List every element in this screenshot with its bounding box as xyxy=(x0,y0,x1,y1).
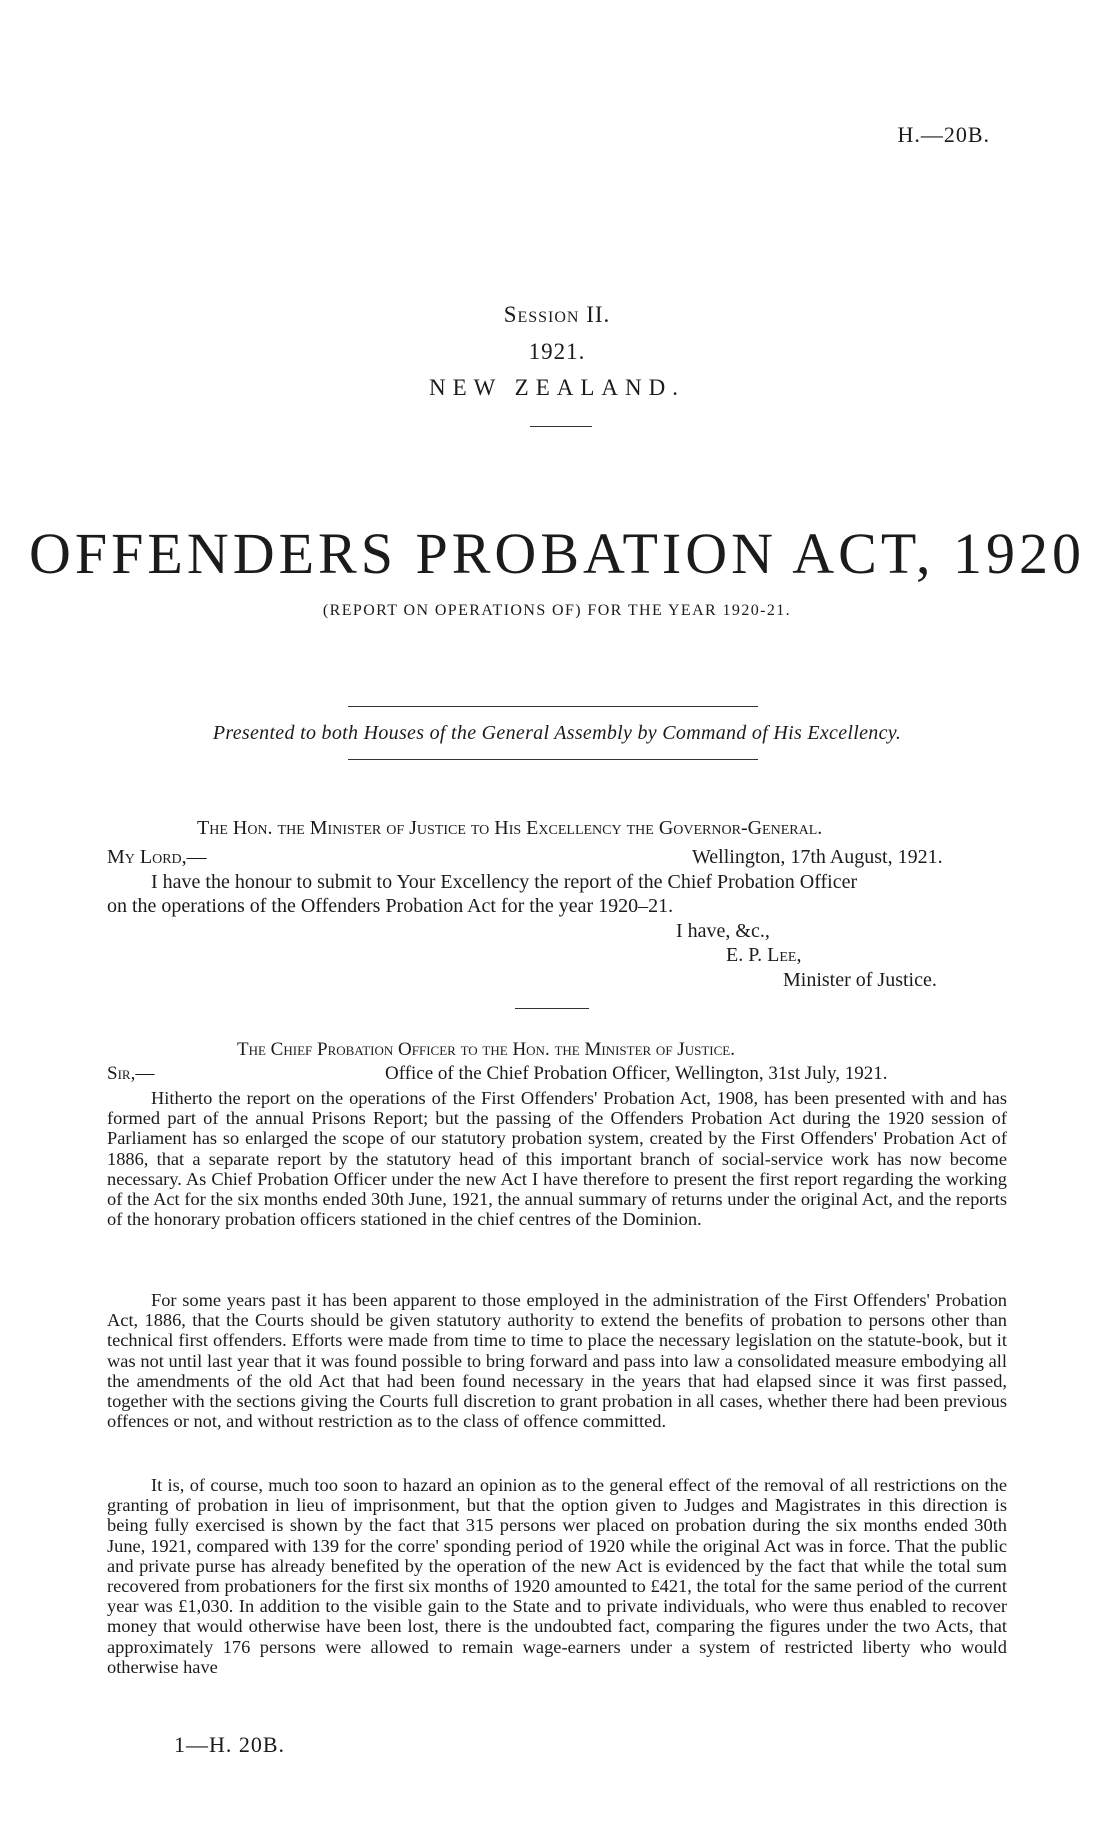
letter1-place-date: Wellington, 17th August, 1921. xyxy=(692,846,943,868)
report-paragraph-1: Hitherto the report on the operations of the First Offenders' Probation Act, 1908, has been presented with and has formed part of the annual Prisons Report; but the passing of the Offenders Probation Act during the 1920 session of Parliament has so enlarged the scope of our statutory probation system, created by the First Offenders' Probation Act of 1886, that a separate report by the statutory head of this important branch of social-service work has now become necessary. As Chief Probation Officer under the new Act I have therefore to present the first report regarding the working of the Act for the six months ended 30th June, 1921, the annual summary of returns under the original Act, and the reports of the honorary probation officers stationed in the chief centres of the Dominion. xyxy=(107,1088,1007,1230)
letter1-signatory-title: Minister of Justice. xyxy=(783,969,937,991)
document-subtitle: (REPORT ON OPERATIONS OF) FOR THE YEAR 1920-21. xyxy=(322,602,792,619)
letter1-closing: I have, &c., xyxy=(676,920,770,942)
year-label: 1921. xyxy=(528,339,586,364)
report-paragraph-2: For some years past it has been apparent to those employed in the administration of the First Offenders' Probation Act, 1886, that the Courts should be given statutory authority to extend the benefits of probation to persons other than technical first offenders. Efforts were made from time to time to place the necessary legislation on the statute-book, but it was not until last year that it was found possible to bring forward and pass into law a consolidated measure embodying all the amendments of the old Act that had been found necessary in the years that had elapsed since it was first passed, together with the sections giving the Courts full discretion to grant probation in all cases, whether there had been previous offences or not, and without restriction as to the class of offence committed. xyxy=(107,1290,1007,1432)
letter1-body-line2: on the operations of the Offenders Probation Act for the year 1920–21. xyxy=(107,895,674,917)
page-reference: H.—20B. xyxy=(897,122,990,147)
letter1-signatory: E. P. Lee, xyxy=(726,944,802,966)
letter2-salutation: Sir,— xyxy=(107,1063,155,1084)
letter2-place-date: Office of the Chief Probation Officer, Wellington, 31st July, 1921. xyxy=(385,1063,888,1084)
letter1-heading: The Hon. the Minister of Justice to His Excellency the Governor-General. xyxy=(197,817,823,839)
report-paragraph-3: It is, of course, much too soon to hazard an opinion as to the general effect of the removal of all restrictions on the granting of probation in lieu of imprisonment, but that the option given to Judges and Magistrates in this direction is being fully exercised is shown by the fact that 315 persons wer placed on probation during the six months ended 30th June, 1921, compared with 139 for the corre' sponding period of 1920 while the original Act was in force. That the public and private purse has already benefited by the operation of the new Act is evidenced by the fact that while the total sum recovered from probationers for the first six months of 1920 amounted to £421, the total for the same period of the current year was £1,030. In addition to the visible gain to the State and to private individuals, who were thus enabled to recover money that would otherwise have been lost, there is the undoubted fact, comparing the figures under the two Acts, that approximately 176 persons were allowed to remain wage-earners under a system of restricted liberty who would otherwise have xyxy=(107,1475,1007,1677)
divider-presented-bottom xyxy=(348,759,758,760)
letter2-heading: The Chief Probation Officer to the Hon. the Minister of Justice. xyxy=(237,1039,735,1060)
country-label: NEW ZEALAND. xyxy=(428,375,686,400)
divider-presented-top xyxy=(348,706,758,707)
divider-between-letters xyxy=(515,1008,589,1009)
session-label: Session II. xyxy=(503,302,611,327)
document-title: OFFENDERS PROBATION ACT, 1920 xyxy=(29,521,1085,586)
divider-short xyxy=(530,426,592,427)
letter1-body-line1: I have the honour to submit to Your Excellency the report of the Chief Probation Officer xyxy=(151,871,858,893)
sheet-mark: 1—H. 20B. xyxy=(174,1732,286,1757)
presented-line: Presented to both Houses of the General Assembly by Command of His Excellency. xyxy=(212,722,902,744)
letter1-salutation: My Lord,— xyxy=(107,846,207,868)
